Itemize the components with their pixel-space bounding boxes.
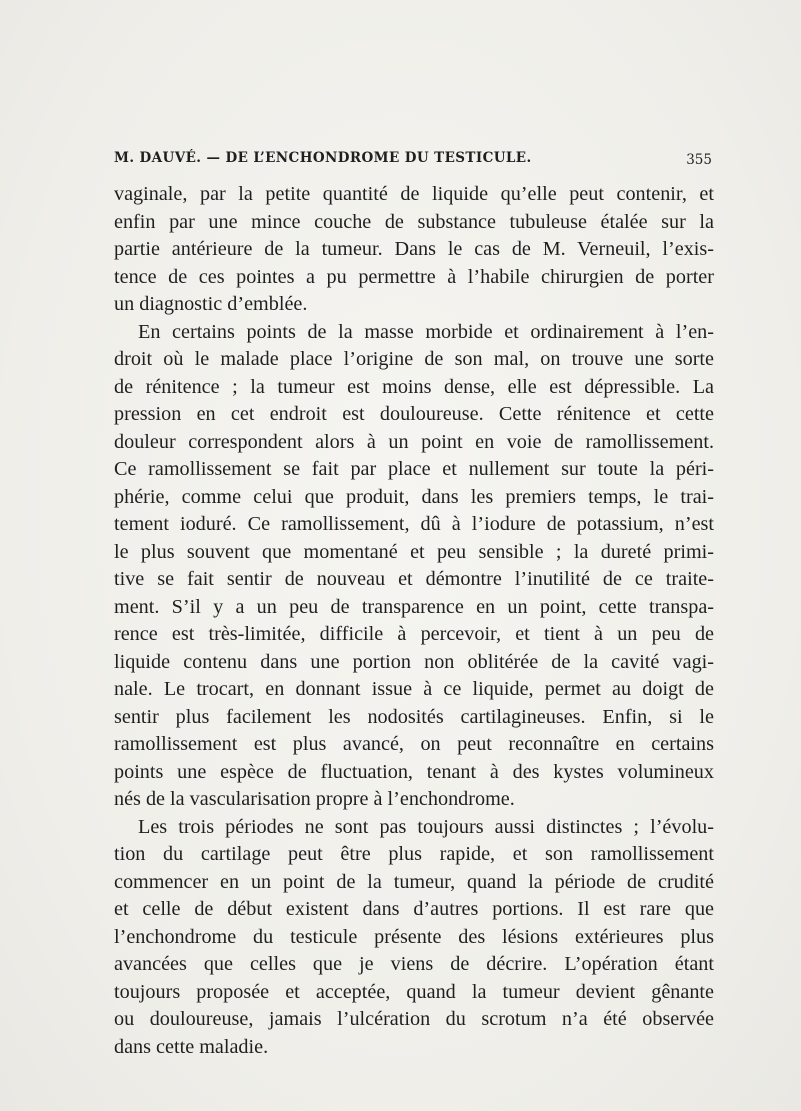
text-line: vaginale, par la petite quantité de liquide qu’elle peut contenir, et bbox=[114, 183, 714, 205]
text-line: ramollissement est plus avancé, on peut reconnaître en certains bbox=[114, 733, 714, 755]
page-number: 355 bbox=[686, 152, 712, 168]
text-line: le plus souvent que momentané et peu sensible ; la dureté primi- bbox=[114, 540, 714, 563]
text-line: tence de ces pointes a pu permettre à l’habile chirurgien de porter bbox=[114, 265, 714, 288]
text-line: liquide contenu dans une portion non oblitérée de la cavité vagi- bbox=[114, 650, 714, 673]
text-line: tion du cartilage peut être plus rapide, et son ramollissement bbox=[114, 843, 714, 865]
text-line: pression en cet endroit est douloureuse. Cette rénitence et cette bbox=[114, 403, 714, 425]
text-line: tement ioduré. Ce ramollissement, dû à l’iodure de potassium, n’est bbox=[114, 513, 714, 535]
text-line: et celle de début existent dans d’autres portions. Il est rare que bbox=[114, 898, 714, 920]
text-line: points une espèce de fluctuation, tenant à des kystes volumineux bbox=[114, 760, 714, 783]
text-line: En certains points de la masse morbide et ordinairement à l’en- bbox=[138, 320, 714, 343]
text-line: nale. Le trocart, en donnant issue à ce liquide, permet au doigt de bbox=[114, 678, 714, 700]
paragraph bbox=[114, 181, 714, 319]
text-line: tive se fait sentir de nouveau et démontre l’inutilité de ce traite- bbox=[114, 568, 714, 590]
text-line: dans cette maladie. bbox=[114, 1035, 269, 1058]
body-text bbox=[114, 181, 714, 1061]
text-line: toujours proposée et acceptée, quand la tumeur devient gênante bbox=[114, 980, 714, 1003]
text-line: phérie, comme celui que produit, dans les premiers temps, le trai- bbox=[114, 485, 714, 508]
text-line: rence est très-limitée, difficile à percevoir, et tient à un peu de bbox=[114, 623, 714, 645]
text-line: ou douloureuse, jamais l’ulcération du scrotum n’a été observée bbox=[114, 1008, 714, 1030]
text-line: avancées que celles que je viens de décrire. L’opération étant bbox=[114, 953, 714, 975]
page-header bbox=[114, 150, 712, 174]
text-line: nés de la vascularisation propre à l’enchondrome. bbox=[114, 788, 515, 810]
paragraph bbox=[114, 814, 714, 1062]
text-line: un diagnostic d’emblée. bbox=[114, 293, 308, 315]
text-line: l’enchondrome du testicule présente des lésions extérieures plus bbox=[114, 925, 714, 948]
text-line: douleur correspondent alors à un point en voie de ramollissement. bbox=[114, 430, 714, 453]
paragraph bbox=[114, 319, 714, 814]
text-line: droit où le malade place l’origine de son mal, on trouve une sorte bbox=[114, 348, 714, 370]
text-line: enfin par une mince couche de substance tubuleuse étalée sur la bbox=[114, 210, 714, 233]
text-line: sentir plus facilement les nodosités cartilagineuses. Enfin, si le bbox=[114, 705, 714, 728]
text-line: commencer en un point de la tumeur, quand la période de crudité bbox=[114, 870, 714, 893]
text-line: ment. S’il y a un peu de transparence en un point, cette transpa- bbox=[114, 595, 714, 618]
text-line: de rénitence ; la tumeur est moins dense, elle est dépressible. La bbox=[114, 375, 714, 398]
text-line: Ce ramollissement se fait par place et nullement sur toute la péri- bbox=[114, 458, 714, 480]
text-line: partie antérieure de la tumeur. Dans le cas de M. Verneuil, l’exis- bbox=[114, 238, 714, 260]
running-head: M. DAUVÉ. — DE L’ENCHONDROME DU TESTICULE. bbox=[114, 150, 532, 166]
text-line: Les trois périodes ne sont pas toujours aussi distinctes ; l’évolu- bbox=[138, 815, 714, 838]
